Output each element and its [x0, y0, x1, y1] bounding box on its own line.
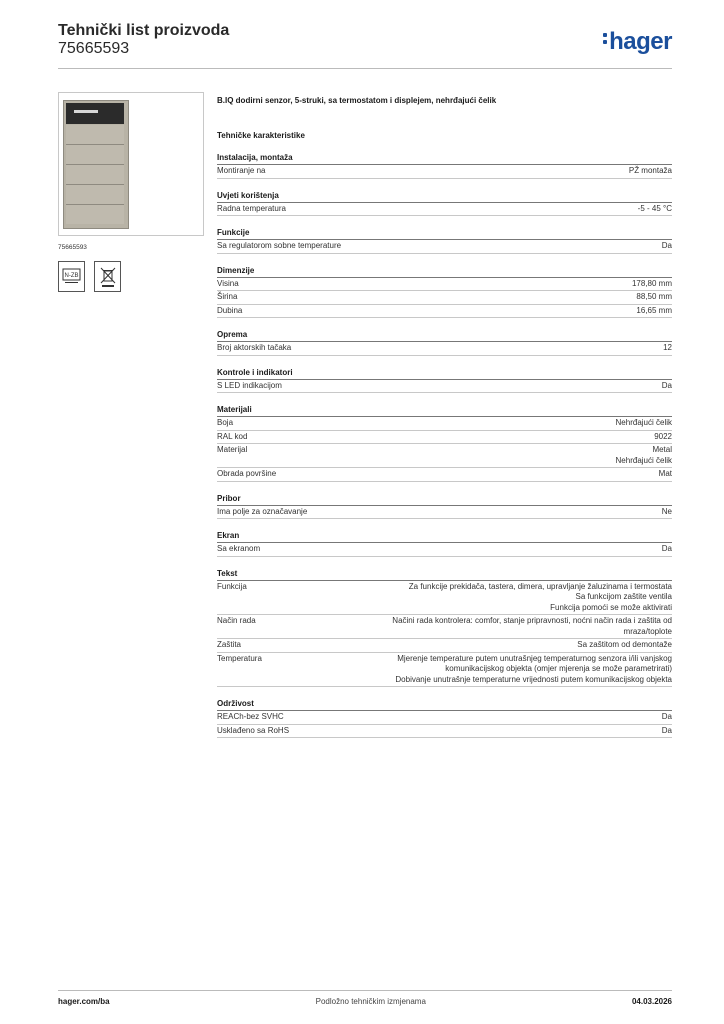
spec-row: [217, 291, 672, 305]
spec-label: Sa ekranom: [217, 544, 261, 553]
spec-label: Materijal: [217, 445, 248, 454]
spec-group-title: Pribor: [217, 494, 672, 506]
spec-value-line: Nehrđajući čelik: [615, 455, 672, 465]
weee-crossed-bin-icon: [94, 261, 121, 292]
spec-label: Visina: [217, 278, 239, 288]
spec-value: [372, 654, 672, 686]
footer-divider: [58, 990, 672, 991]
spec-group: [217, 699, 672, 738]
spec-value-line: Za funkcije prekidača, tastera, dimera, upravljanje žaluzinama i termostata: [408, 581, 672, 591]
spec-label: Usklađeno sa RoHS: [217, 725, 290, 735]
footer-note: Podložno tehničkim izmjenama: [315, 997, 426, 1006]
spec-value-line: 178,80 mm: [631, 278, 672, 288]
spec-value-line: Sa funkcijom zaštite ventila: [575, 592, 672, 601]
section-title: Tehničke karakteristike: [217, 131, 305, 140]
spec-row: [217, 615, 672, 639]
spec-value: [372, 418, 672, 429]
product-code: 75665593: [58, 40, 130, 57]
spec-row: [217, 165, 672, 179]
spec-value: [372, 204, 672, 215]
spec-group-title: Materijali: [217, 405, 672, 417]
spec-value-line: Dobivanje unutrašnje temperaturne vrijednosti putem komunikacijskog objekta: [395, 674, 672, 684]
spec-value-line: 12: [663, 343, 672, 352]
footer-date: 04.03.2026: [631, 997, 672, 1006]
spec-label: Obrada površine: [217, 469, 277, 478]
spec-label: Funkcija: [217, 581, 247, 591]
spec-value: [372, 381, 672, 392]
spec-group-title: Funkcije: [217, 228, 672, 240]
spec-row: [217, 653, 672, 688]
spec-group: [217, 569, 672, 688]
spec-label: S LED indikacijom: [217, 380, 282, 390]
spec-label: Boja: [217, 418, 234, 427]
spec-group-title: Održivost: [217, 699, 672, 711]
spec-group: [217, 531, 672, 557]
technical-details: [217, 96, 672, 750]
spec-group-title: Dimenzije: [217, 266, 672, 278]
spec-group: [217, 494, 672, 520]
spec-row: [217, 278, 672, 292]
spec-group: [217, 368, 672, 394]
image-caption: 75665593: [58, 244, 87, 251]
spec-value-line: 9022: [654, 431, 672, 441]
touch-sensor-illustration: [63, 100, 129, 229]
svg-text:N-ZB: N-ZB: [64, 273, 79, 279]
spec-value-line: Da: [661, 544, 672, 553]
spec-value: [372, 166, 672, 177]
spec-label: Broj aktorskih tačaka: [217, 343, 292, 352]
spec-value-line: -5 - 45 °C: [637, 203, 672, 213]
spec-row: [217, 468, 672, 482]
footer-website[interactable]: hager.com/ba: [58, 997, 110, 1006]
spec-value: [372, 712, 672, 723]
sensor-display: [66, 103, 124, 124]
nzb-icon: [58, 261, 85, 292]
spec-group: [217, 405, 672, 482]
spec-value: [372, 343, 672, 354]
spec-value: [372, 582, 672, 614]
spec-value-line: Da: [661, 380, 672, 390]
sensor-button: [66, 125, 124, 145]
footer: [58, 997, 672, 1006]
spec-value: [372, 640, 672, 651]
spec-value: [372, 544, 672, 555]
spec-value: [372, 507, 672, 518]
spec-row: [217, 342, 672, 356]
spec-value: [372, 616, 672, 637]
spec-value-line: Mjerenje temperature putem unutrašnjeg temperaturnog senzora i/ili vanjskog komunikacijskog objekta (omjer mjerenja se može parametrirati): [397, 653, 672, 673]
spec-value-line: 88,50 mm: [636, 292, 672, 301]
spec-row: [217, 417, 672, 431]
spec-row: [217, 444, 672, 468]
spec-group: [217, 228, 672, 254]
spec-value-line: Da: [661, 712, 672, 721]
spec-value-line: Ne: [661, 506, 672, 516]
spec-row: [217, 543, 672, 557]
spec-row: [217, 506, 672, 520]
spec-value-line: Sa zaštitom od demontaže: [577, 640, 672, 649]
spec-group: [217, 330, 672, 356]
spec-value-line: Funkcija pomoći se može aktivirati: [550, 602, 672, 612]
spec-value-line: Načini rada kontrolera: comfor, stanje pripravnosti, noćni način rada i zaštita od mraza/toplote: [392, 616, 672, 636]
spec-label: Sa regulatorom sobne temperature: [217, 241, 342, 250]
spec-label: Montiranje na: [217, 166, 266, 175]
spec-row: [217, 240, 672, 254]
spec-group-title: Oprema: [217, 330, 672, 342]
product-image: [58, 92, 204, 236]
spec-value-line: 16,65 mm: [636, 305, 672, 315]
spec-value: [372, 241, 672, 252]
spec-label: Širina: [217, 292, 238, 301]
spec-label: Način rada: [217, 616, 256, 625]
sensor-button: [66, 165, 124, 185]
certification-icons: [58, 261, 202, 292]
spec-value-line: PŽ montaža: [628, 166, 672, 175]
spec-row: [217, 581, 672, 616]
header-divider: [58, 68, 672, 69]
spec-group-title: Tekst: [217, 569, 672, 581]
spec-group: [217, 153, 672, 179]
spec-value-line: Mat: [658, 469, 672, 478]
spec-value: [372, 445, 672, 466]
logo-dots-icon: [603, 30, 609, 47]
document-title: Tehnički list proizvoda: [58, 22, 230, 39]
product-description: B.IQ dodirni senzor, 5-struki, sa termostatom i displejem, nehrđajući čelik: [217, 96, 497, 105]
spec-row: [217, 639, 672, 653]
product-sidebar: [58, 92, 202, 292]
spec-row: [217, 725, 672, 739]
spec-value: [372, 279, 672, 290]
spec-value: [372, 469, 672, 480]
sensor-button: [66, 205, 124, 224]
spec-value-line: Nehrđajući čelik: [615, 418, 672, 427]
sensor-button: [66, 145, 124, 165]
spec-label: Temperatura: [217, 653, 262, 663]
hager-logo: hager: [603, 28, 672, 56]
spec-group-title: Ekran: [217, 531, 672, 543]
spec-label: Ima polje za označavanje: [217, 506, 308, 516]
spec-row: [217, 305, 672, 319]
spec-value: [372, 292, 672, 303]
spec-row: [217, 431, 672, 445]
spec-group: [217, 191, 672, 217]
spec-label: Dubina: [217, 305, 243, 315]
spec-row: [217, 380, 672, 394]
header: [58, 22, 672, 68]
spec-value: [372, 306, 672, 317]
spec-value: [372, 432, 672, 443]
spec-row: [217, 711, 672, 725]
spec-groups: [217, 153, 672, 738]
spec-row: [217, 203, 672, 217]
spec-group-title: Kontrole i indikatori: [217, 368, 672, 380]
spec-value: [372, 726, 672, 737]
sensor-button: [66, 185, 124, 205]
spec-label: Zaštita: [217, 640, 242, 649]
spec-value-line: Da: [661, 241, 672, 250]
spec-group: [217, 266, 672, 319]
spec-label: REACh-bez SVHC: [217, 712, 284, 721]
spec-group-title: Uvjeti korištenja: [217, 191, 672, 203]
spec-value-line: Metal: [652, 445, 672, 454]
spec-group-title: Instalacija, montaža: [217, 153, 672, 165]
spec-value-line: Da: [661, 725, 672, 735]
spec-label: RAL kod: [217, 431, 248, 441]
spec-label: Radna temperatura: [217, 203, 286, 213]
